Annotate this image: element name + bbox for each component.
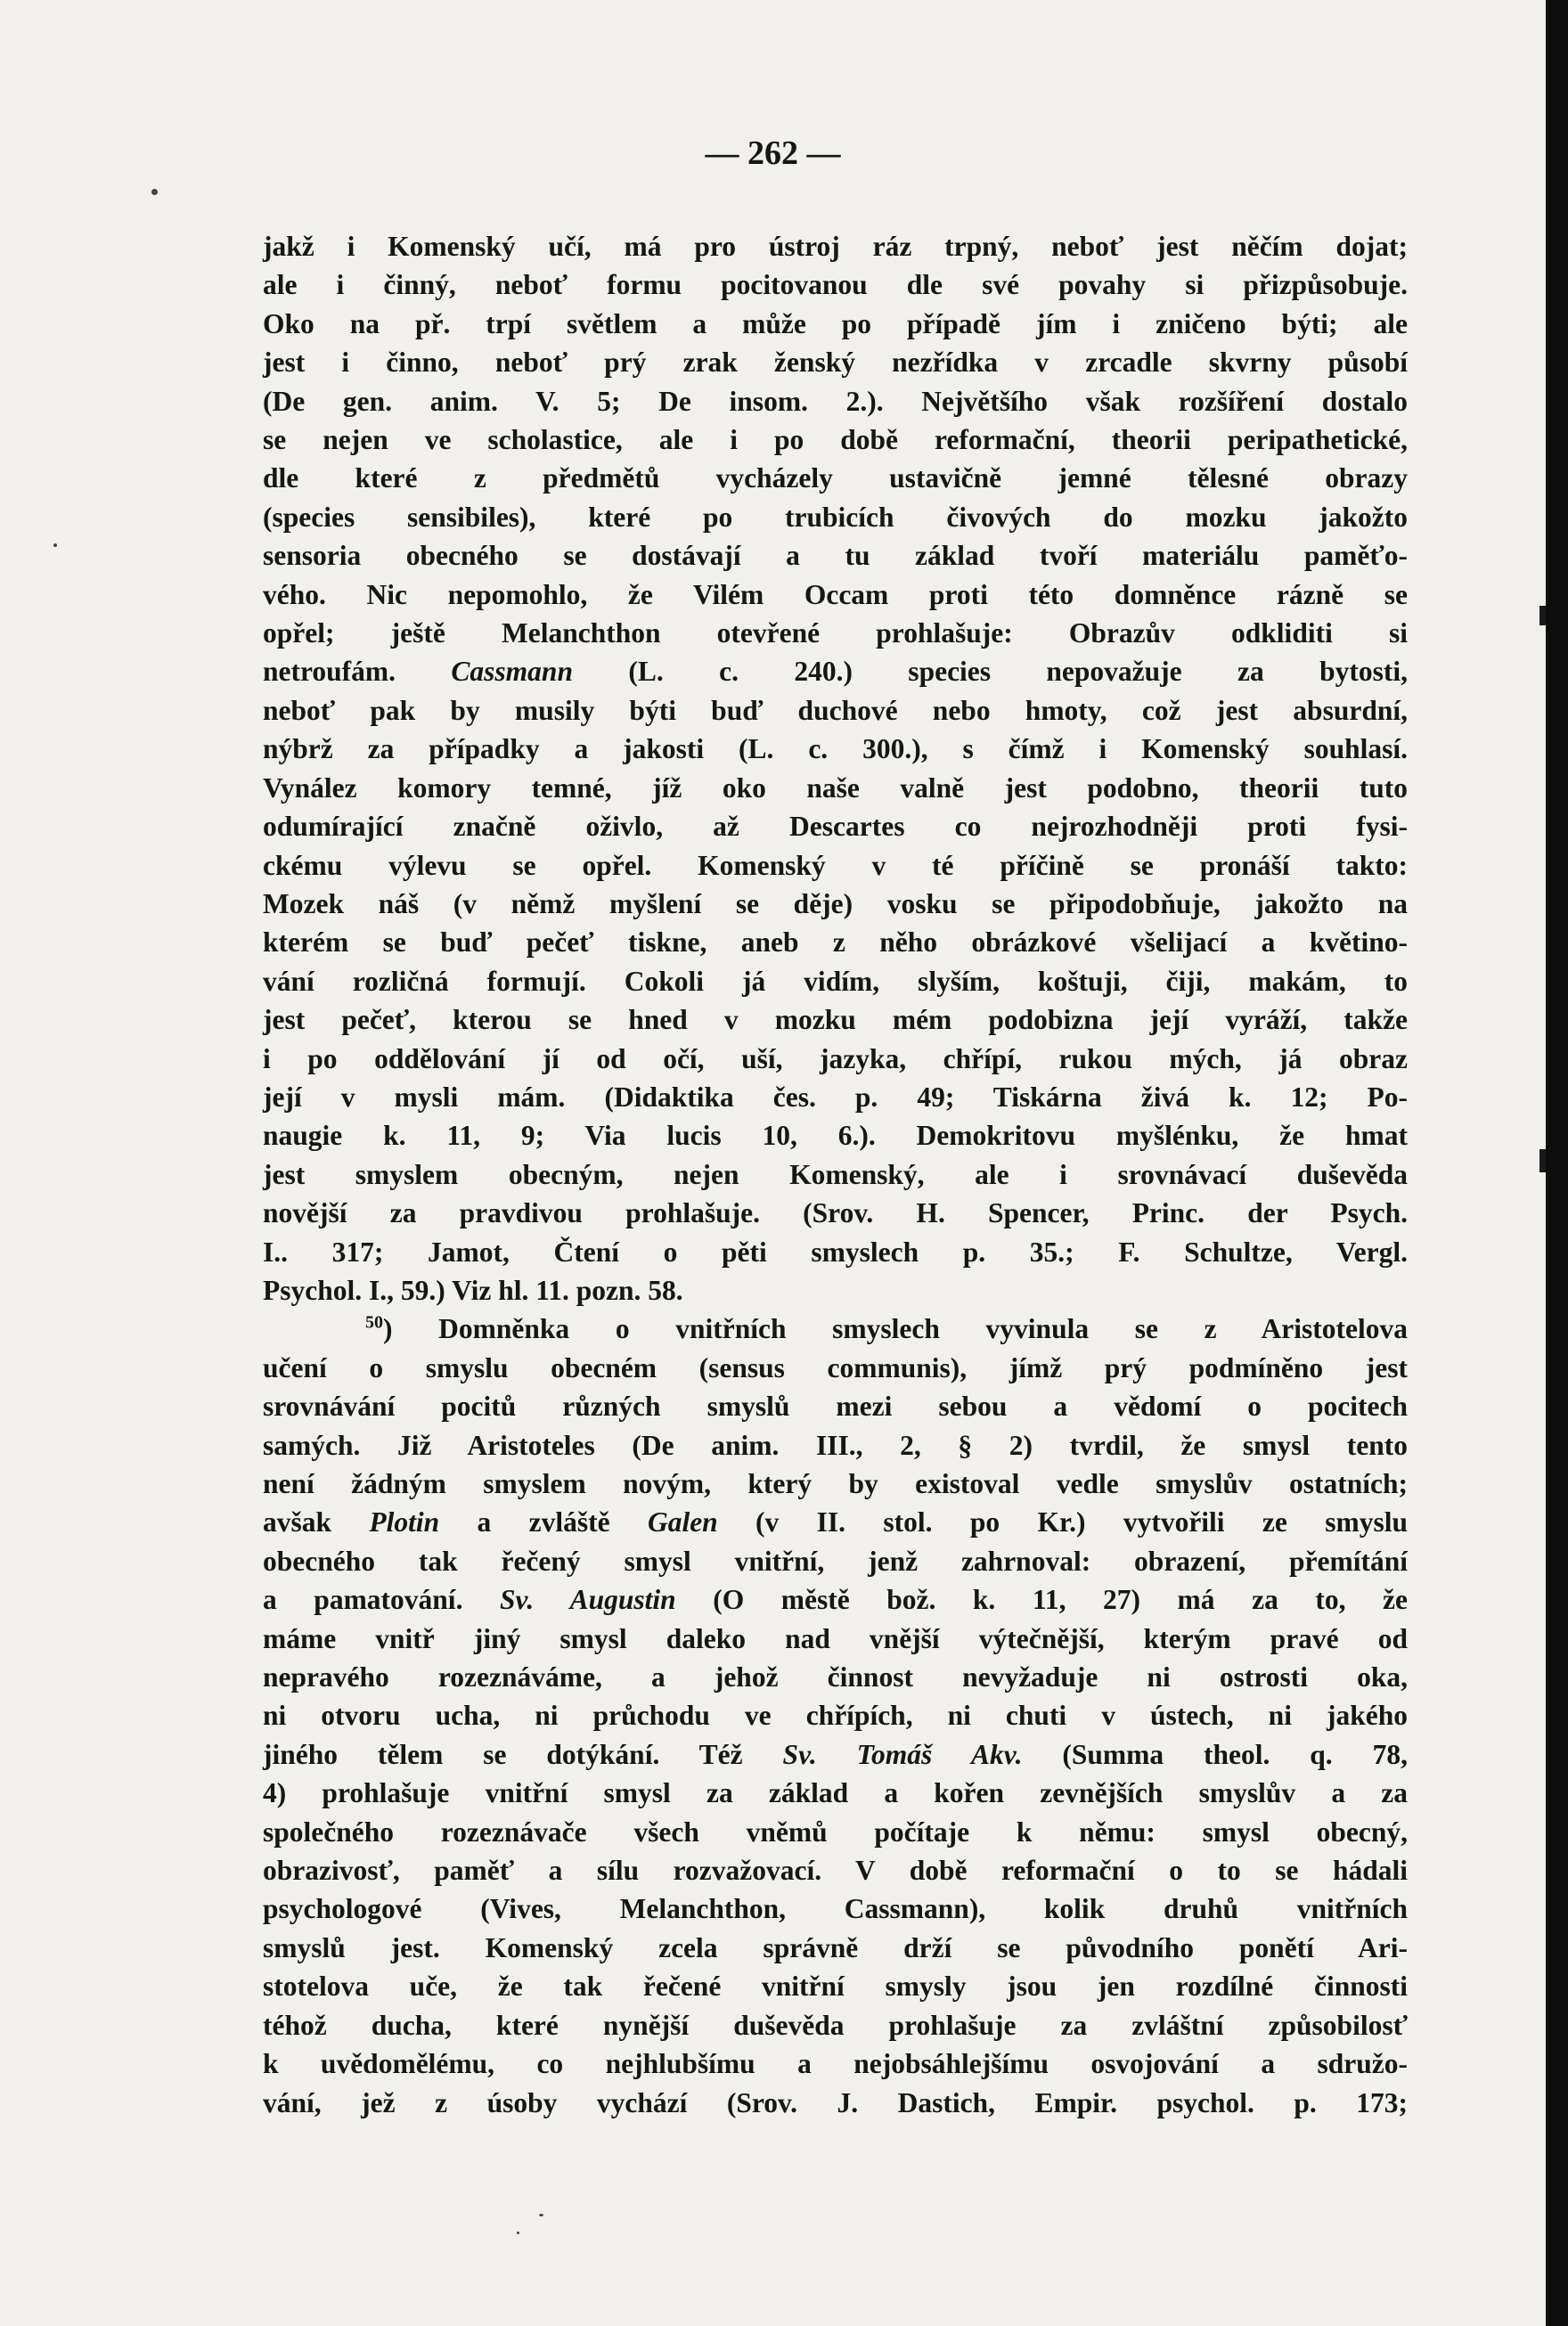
- binding-mark: [1539, 606, 1546, 625]
- author-name-augustin: Sv. Augustin: [499, 1584, 676, 1616]
- text-line: odumírající značně oživlo, až Descartes co nejrozhodněji proti fysi-: [263, 811, 1408, 843]
- text-line: vání, jež z úsoby vychází (Srov. J. Dastich, Empir. psychol. p. 173;: [263, 2086, 1408, 2118]
- binding-mark: [1539, 1149, 1546, 1172]
- text-line: psychologové (Vives, Melanchthon, Cassmann), kolik druhů vnitřních: [263, 1893, 1408, 1925]
- text-line: Vynález komory temné, jíž oko naše valně jest podobno, theorii tuto: [263, 771, 1408, 804]
- scan-speck: [539, 2214, 543, 2216]
- text-line: nepravého rozeznáváme, a jehož činnost nevyžaduje ni ostrosti oka,: [263, 1661, 1408, 1693]
- author-name-cassmann: Cassmann: [451, 656, 573, 688]
- text-line: smyslů jest. Komenský zcela správně drží se původního ponětí Ari-: [263, 1931, 1408, 1963]
- text-line: opřel; ještě Melanchthon otevřené prohlašuje: Obrazův odkliditi si: [263, 617, 1408, 649]
- text-line: obecného tak řečený smysl vnitřní, jenž zahrnoval: obrazení, přemítání: [263, 1545, 1408, 1577]
- text-line: jakž i Komenský učí, má pro ústroj ráz trpný, neboť jest něčím dojat;: [263, 231, 1408, 262]
- text-line: se nejen ve scholastice, ale i po době reformační, theorii peripathetické,: [263, 424, 1408, 456]
- text-line: 4) prohlašuje vnitřní smysl za základ a kořen zevnějších smyslův a za: [263, 1777, 1408, 1809]
- text-line: máme vnitř jiný smysl daleko nad vnější výtečnější, kterým pravé od: [263, 1622, 1408, 1654]
- text-line: nýbrž za případky a jakosti (L. c. 300.), s čímž i Komenský souhlasí.: [263, 733, 1408, 765]
- text-line: [263, 652, 1408, 690]
- text-line: vého. Nic nepomohlo, že Vilém Occam proti této domněnce rázně se: [263, 578, 1408, 610]
- text-line: téhož ducha, které nynější duševěda prohlašuje za zvláštní způsobilosť: [263, 2009, 1408, 2041]
- text-segment: ) Domněnka o vnitřních smyslech vyvinula se z Aristotelova: [383, 1313, 1408, 1345]
- text-line: Psychol. I., 59.) Viz hl. 11. pozn. 58.: [263, 1274, 683, 1306]
- text-segment: jiného tělem se dotýkání. Též: [263, 1738, 783, 1770]
- text-line: neboť pak by musily býti buď duchové nebo hmoty, což jest absurdní,: [263, 694, 1408, 726]
- footnote-first-line: [263, 1310, 1408, 1348]
- text-line: (De gen. anim. V. 5; De insom. 2.). Největšího však rozšíření dostalo: [263, 385, 1408, 417]
- text-line: vání rozličná formují. Cokoli já vidím, slyším, koštuji, čiji, makám, to: [263, 965, 1408, 997]
- text-segment: a pamatování.: [263, 1584, 500, 1616]
- text-segment: a zvláště: [439, 1506, 648, 1538]
- scan-speck: [151, 189, 158, 195]
- scan-speck: [517, 2232, 519, 2234]
- text-line: ni otvoru ucha, ni průchodu ve chřípích, ni chuti v ústech, ni jakého: [263, 1700, 1408, 1732]
- text-line: I.. 317; Jamot, Čtení o pěti smyslech p. 35.; F. Schultze, Vergl.: [263, 1236, 1408, 1268]
- text-line: ale i činný, neboť formu pocitovanou dle své povahy si přizpůsobuje.: [263, 269, 1408, 301]
- author-name-plotin: Plotin: [369, 1506, 440, 1538]
- footnote-number: 50: [365, 1312, 383, 1333]
- text-line: naugie k. 11, 9; Via lucis 10, 6.). Demokritovu myšlénku, že hmat: [263, 1120, 1408, 1152]
- text-segment: (Summa theol. q. 78,: [1022, 1738, 1408, 1770]
- text-line: [263, 1580, 1408, 1619]
- scan-speck: [53, 543, 57, 547]
- text-line: Mozek náš (v němž myšlení se děje) vosku se připodobňuje, jakožto na: [263, 887, 1408, 919]
- text-line: k uvědomělému, co nejhlubšímu a nejobsáhlejšímu osvojování a sdružo-: [263, 2048, 1408, 2080]
- text-line: obrazivosť, paměť a sílu rozvažovací. V době reformační o to se hádali: [263, 1855, 1408, 1887]
- text-line: její v mysli mám. (Didaktika čes. p. 49; Tiskárna živá k. 12; Po-: [263, 1081, 1408, 1113]
- text-line: sensoria obecného se dostávají a tu základ tvoří materiálu paměťo-: [263, 540, 1408, 572]
- text-line: stotelova uče, že tak řečené vnitřní smysly jsou jen rozdílné činnosti: [263, 1971, 1408, 2003]
- text-line: učení o smyslu obecném (sensus communis), jímž prý podmíněno jest: [263, 1351, 1408, 1383]
- text-line: Oko na př. trpí světlem a může po případě jím i zničeno býti; ale: [263, 307, 1408, 339]
- text-line: společného rozeznávače všech vněmů počítaje k němu: smysl obecný,: [263, 1816, 1408, 1848]
- text-segment: avšak: [263, 1506, 370, 1538]
- text-line: není žádným smyslem novým, který by existoval vedle smyslův ostatních;: [263, 1468, 1408, 1499]
- text-line: (species sensibiles), které po trubicích čivových do mozku jakožto: [263, 501, 1408, 533]
- author-name-galen: Galen: [647, 1506, 718, 1538]
- text-line: jest pečeť, kterou se hned v mozku mém podobizna její vyráží, takže: [263, 1004, 1408, 1036]
- text-segment: (O městě bož. k. 11, 27) má za to, že: [675, 1584, 1408, 1616]
- text-line: ckému výlevu se opřel. Komenský v té příčině se pronáší takto:: [263, 849, 1408, 881]
- text-line: jest i činno, neboť prý zrak ženský nezřídka v zrcadle skvrny působí: [263, 347, 1408, 379]
- text-line: srovnávání pocitů různých smyslů mezi sebou a vědomí o pocitech: [263, 1391, 1408, 1423]
- text-line: jest smyslem obecným, nejen Komenský, ale i srovnávací duševěda: [263, 1158, 1408, 1190]
- text-line: kterém se buď pečeť tiskne, aneb z něho obrázkové všelijací a květino-: [263, 926, 1408, 959]
- page-number: — 262 —: [705, 135, 841, 172]
- text-segment: (L. c. 240.) species nepovažuje za bytosti,: [572, 656, 1408, 688]
- text-segment: netroufám.: [263, 656, 396, 688]
- text-segment: (v II. stol. po Kr.) vytvořili ze smyslu: [717, 1506, 1409, 1538]
- text-line: novější za pravdivou prohlašuje. (Srov. H. Spencer, Princ. der Psych.: [263, 1197, 1408, 1229]
- text-line: samých. Již Aristoteles (De anim. III., 2, § 2) tvrdil, že smysl tento: [263, 1429, 1408, 1461]
- main-text: [263, 227, 1408, 2122]
- text-line: [263, 1735, 1408, 1774]
- author-name-tomas: Sv. Tomáš Akv.: [782, 1738, 1023, 1770]
- text-line: i po oddělování jí od očí, uší, jazyka, chřípí, rukou mých, já obraz: [263, 1042, 1408, 1074]
- text-line: dle které z předmětů vycházely ustavičně jemné tělesné obrazy: [263, 462, 1408, 494]
- text-line: [263, 1503, 1408, 1541]
